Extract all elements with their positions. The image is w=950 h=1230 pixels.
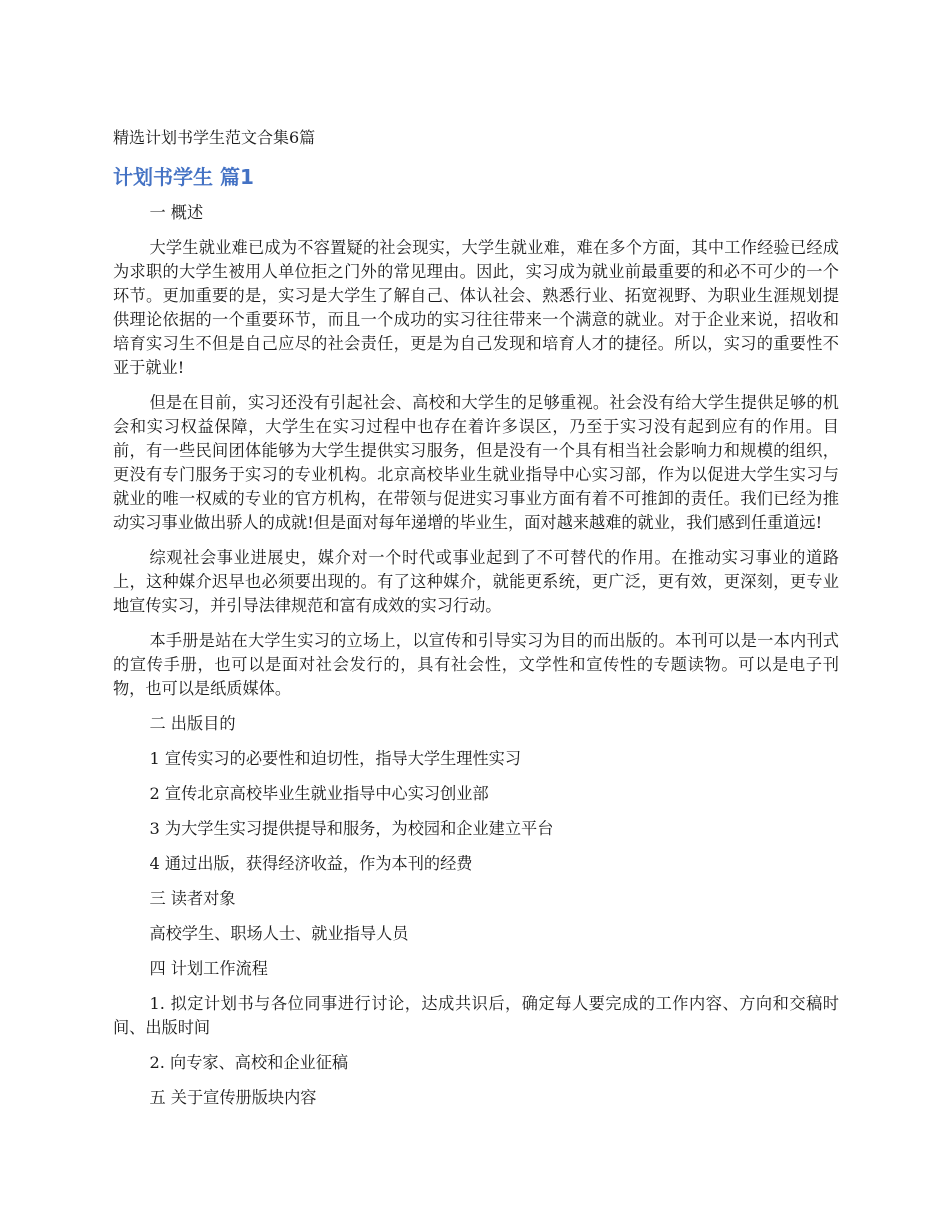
subheading-overview: 一 概述	[149, 203, 204, 222]
paragraph: 但是在目前，实习还没有引起社会、高校和大学生的足够重视。社会没有给大学生提供足够的机会和实习权益保障，大学生在实习过程中也存在着许多误区，乃至于实习没有起到应有的作用。目前，有一些民间团体能够为大学生提供实习服务，但是没有一个具有相当社会影响力和规模的组织，更没有专门服务于实习的专业机构。北京高校毕业生就业指导中心实习部，作为以促进大学生实习与就业的唯一权威的专业的官方机构，在带领与促进实习事业方面有着不可推卸的责任。我们已经为推动实习事业做出骄人的成就!但是面对每年递增的毕业生，面对越来越难的就业，我们感到任重道远!	[113, 393, 839, 532]
subheading-workflow: 四 计划工作流程	[149, 959, 268, 978]
subheading-purpose: 二 出版目的	[149, 714, 236, 733]
list-item: 4 通过出版，获得经济收益，作为本刊的经费	[149, 854, 473, 873]
document-body	[113, 201, 839, 1121]
list-item: 1 宣传实习的必要性和迫切性，指导大学生理性实习	[149, 749, 522, 768]
section-heading: 计划书学生 篇1	[113, 165, 254, 189]
list-item: 3 为大学生实习提供提导和服务，为校园和企业建立平台	[149, 819, 554, 838]
paragraph: 综观社会事业进展史，媒介对一个时代或事业起到了不可替代的作用。在推动实习事业的道路上，这种媒介迟早也必须要出现的。有了这种媒介，就能更系统，更广泛，更有效，更深刻，更专业地宣传实习，并引导法律规范和富有成效的实习行动。	[113, 548, 839, 615]
subheading-content: 五 关于宣传册版块内容	[149, 1088, 317, 1107]
paragraph: 高校学生、职场人士、就业指导人员	[149, 924, 409, 943]
paragraph: 大学生就业难已成为不容置疑的社会现实，大学生就业难，难在多个方面，其中工作经验已经成为求职的大学生被用人单位拒之门外的常见理由。因此，实习成为就业前最重要的和必不可少的一个环节。更加重要的是，实习是大学生了解自己、体认社会、熟悉行业、拓宽视野、为职业生涯规划提供理论依据的一个重要环节，而且一个成功的实习往往带来一个满意的就业。对于企业来说，招收和培育实习生不但是自己应尽的社会责任，更是为自己发现和培育人才的捷径。所以，实习的重要性不亚于就业!	[113, 238, 839, 377]
list-item: 2 宣传北京高校毕业生就业指导中心实习创业部	[149, 784, 489, 803]
document-title: 精选计划书学生范文合集6篇	[113, 128, 316, 147]
list-item: 1. 拟定计划书与各位同事进行讨论，达成共识后，确定每人要完成的工作内容、方向和交稿时间、出版时间	[113, 994, 839, 1037]
paragraph: 本手册是站在大学生实习的立场上，以宣传和引导实习为目的而出版的。本刊可以是一本内刊式的宣传手册，也可以是面对社会发行的，具有社会性，文学性和宣传性的专题读物。可以是电子刊物，也可以是纸质媒体。	[113, 631, 839, 698]
list-item: 2. 向专家、高校和企业征稿	[149, 1053, 349, 1072]
subheading-readers: 三 读者对象	[149, 889, 236, 908]
